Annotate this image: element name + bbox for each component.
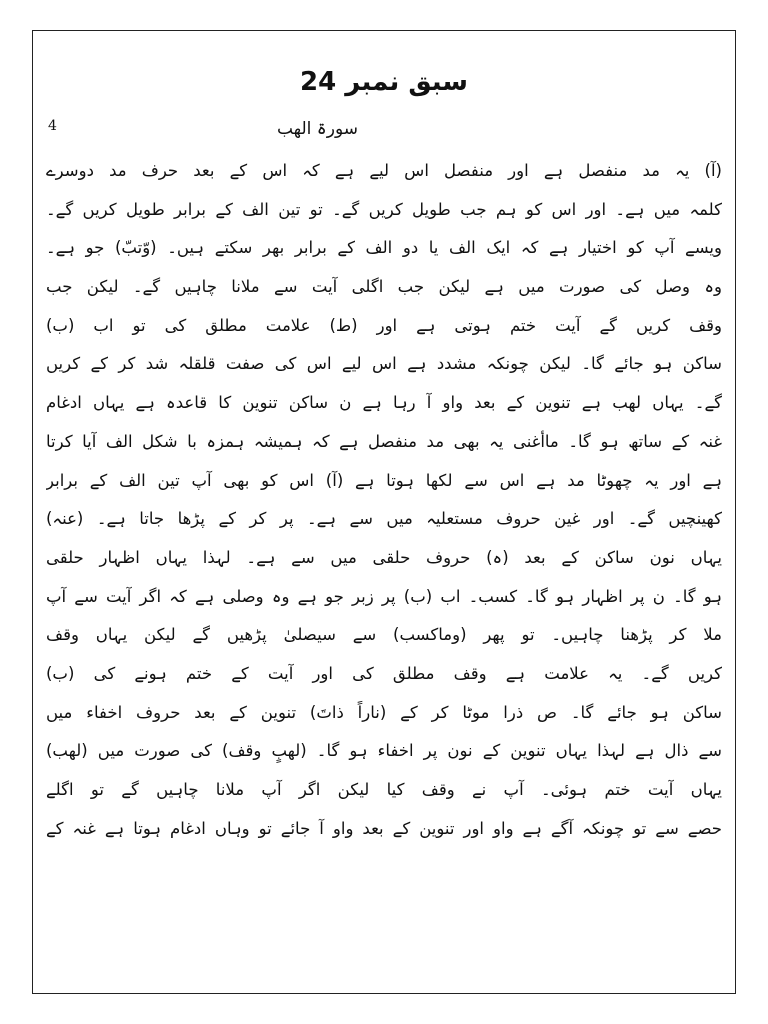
text-line: ساکن ہو جائے گا۔ ص ذرا موٹا کر کے (ناراً ذاتَ) تنوین کے بعد حروف اخفاء میں	[46, 702, 722, 722]
text-line: ویسے آپ کو اختیار ہے کہ ایک الف یا دو الف کے برابر بھر سکتے ہیں۔ (وّتبّ) جو ہے۔	[46, 238, 722, 258]
text-line: کھینچیں گے۔ اور غین حروف مستعلیہ میں سے ہے۔ پر کر کے پڑھا جاتا ہے۔ (عنہ)	[46, 509, 722, 529]
text-line: یہاں آیت ختم ہوئی۔ آپ نے وقف کیا لیکن اگر آپ ملانا چاہیں گے تو اگلے	[46, 780, 722, 799]
surah-name: سورۃ الهب	[276, 119, 358, 139]
text-line: وہ وصل کی صورت میں ہے لیکن جب اگلی آیت سے ملانا چاہیں گے۔ لیکن جب	[46, 277, 722, 297]
lesson-title: سبق نمبر 24	[300, 67, 468, 98]
text-line: غنہ کے ساتھ ہو گا۔ ماأغنی یہ بھی مد منفصل ہے کہ ہمیشہ ہمزہ با شکل الف آیا کرتا	[46, 431, 722, 451]
page-number: 4	[48, 118, 57, 134]
text-line: گے۔ یہاں لھب ہے تنوین کے بعد واو آ رہا ہے ن ساکن تنوین کا قاعدہ ہے یہاں ادغام	[46, 393, 722, 413]
text-line: کلمہ میں ہے۔ اور اس کو ہم جب طویل کریں گے۔ تو تین الف کے برابر طویل کریں گے۔	[46, 199, 722, 219]
text-line: ملا کر پڑھنا چاہیں۔ تو پھر (وماکسب) سے سیصلیٰ پڑھیں گے لیکن یہاں وقف	[46, 625, 722, 645]
text-line: یہاں نون ساکن کے بعد (ہ) حروف حلقی میں سے ہے۔ لہذا یہاں اظہار حلقی	[46, 547, 722, 567]
text-line: حصے سے تو چونکہ آگے ہے واو اور تنوین کے بعد واو آ جائے تو وہاں ادغام ہوتا ہے غنہ کے	[46, 818, 722, 838]
lesson-body-text	[46, 152, 722, 848]
text-line: ہو گا۔ ن پر اظہار ہو گا۔ کسب۔ اب (ب) پر زبر جو ہے وہ وصلی ہے کہ اگر آیت سے آپ	[46, 586, 722, 606]
text-line: (آ) یہ مد منفصل ہے اور منفصل اس لیے ہے کہ اس کے بعد حرف مد دوسرے	[46, 161, 722, 180]
text-line: ساکن ہو جائے گا۔ لیکن چونکہ مشدد ہے اس لیے اس کی صفت قلقلہ شد کر کے کریں	[46, 354, 722, 374]
text-line: کریں گے۔ یہ علامت ہے وقف مطلق کی اور آیت کے ختم ہونے کی (ب)	[46, 663, 722, 683]
text-line: ہے اور یہ چھوٹا مد ہے اس سے لکھا ہوتا ہے (آ) اس کو بھی آپ تین الف کے برابر	[46, 470, 722, 490]
text-line: وقف کریں گے آیت ختم ہوتی ہے اور (ط) علامت مطلق کی تو اب (ب)	[46, 315, 722, 335]
text-line: سے ذال ہے لہذا یہاں تنوین کے نون پر اخفاء ہو گا۔ (لھبٍ وقف) کی صورت میں (لھب)	[46, 741, 722, 761]
